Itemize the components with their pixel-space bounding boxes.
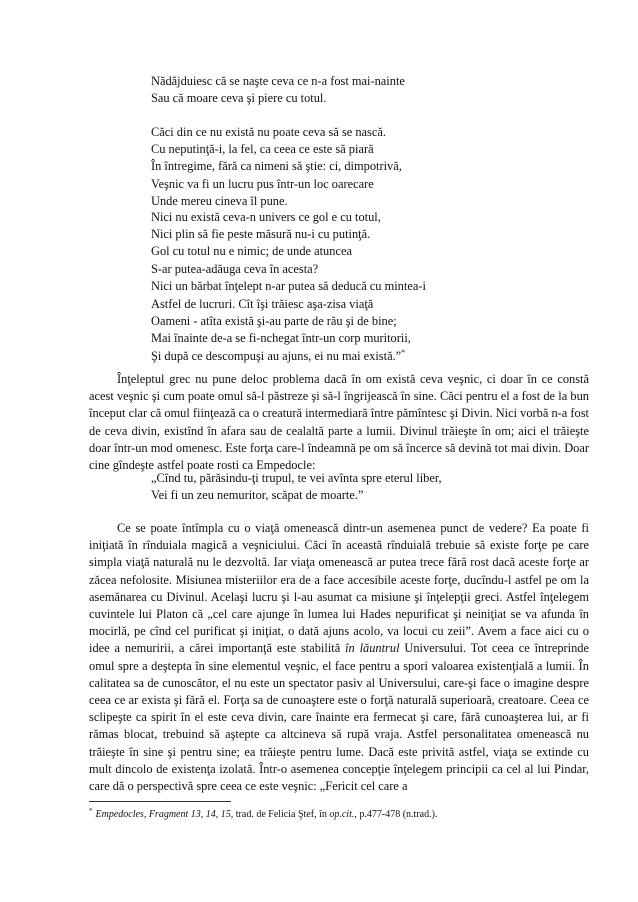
- verse-line: Nici plin să fie peste măsură nu-i cu putinţă.: [151, 227, 371, 242]
- paragraph-text-part: Universului. Tot ceea ce întreprinde omul spre a deştepta în sine elementul veşnic, el face pentru a spori valoarea existenţială a lumii. În calitatea sa de cunoscător, el nu este un spectator pasiv al Universului, care-şi face o imagine despre ceea ce ar exista şi fără el. Forţa sa de cunoaştere este o forţă naturală superioară, creatoare. Ceea ce sclipeşte ca spirit în el este ceva divin, care înainte era fermecat şi care, fără cunoaşterea lui, ar fi rămas blocat, trebuind să aştepte ca altcineva să rupă vraja. Astfel personalitatea omenească nu trăieşte în sine şi pentru sine; ea trăieşte pentru lume. Dacă este privită astfel, viaţa se extinde cu mult dincolo de existenţa izolată. Într-o asemenea concepţie înţelegem principii ca cel al lui Pindar, care dă o perspectivă spre ceea ce este veşnic: „Fericit cel care a: [89, 641, 589, 794]
- paragraph-text: [89, 520, 589, 795]
- footnote-text: , trad. de Felicia Ştef, în: [230, 809, 330, 820]
- paragraph-text: Înţeleptul grec nu pune deloc problema dacă în om există ceva veşnic, ci doar în ce constă acest veşnic şi cum poate omul să-l păstreze şi să-l îngrijească în sine. Căci pentru el a fost de la bun început clar că omul fiinţează ca o creatură intermediară între pămîntesc şi Divin. Nici vorbă n-a fost de ceva divin, existînd în afara sau de cealaltă parte a lumii. Divinul trăieşte în om; aici el trăieşte doar într-un mod omenesc. Este forţa care-l îndeamnă pe om să încerce să devină tot mai divin. Doar cine gîndeşte astfel poate rosti ca Empedocle:: [89, 372, 589, 473]
- paragraph-1: [89, 371, 589, 474]
- footnote-text: , p.477-478 (n.trad.).: [354, 809, 438, 820]
- verse-line-text: Şi după ce descompuşi au ajuns, ei nu mai există.”: [151, 348, 402, 363]
- verse-line: Căci din ce nu există nu poate ceva să se nască.: [151, 125, 386, 139]
- verse-line: Vei fi un zeu nemuritor, scăpat de moarte.”: [151, 488, 364, 503]
- verse-line: Nici un bărbat înţelept n-ar putea să deducă cu mintea-i: [151, 278, 426, 293]
- footnote-marker: *: [401, 347, 406, 357]
- verse-line: [151, 348, 591, 365]
- footnote-divider: [89, 801, 231, 802]
- verse-line: Astfel de lucruri. Cît îşi trăiesc aşa-zisa viaţă: [151, 297, 374, 311]
- footnote-source: Empedocles, Fragment 13, 14, 15: [95, 809, 231, 820]
- verse-line: Sau că moare ceva şi piere cu totul.: [151, 91, 327, 106]
- verse-line: În întregime, fără ca nimeni să ştie: ci, dimpotrivă,: [151, 159, 402, 174]
- verse-line: Nădăjduiesc că se naşte ceva ce n-a fost mai-nainte: [151, 74, 405, 88]
- empedocles-quote: [151, 470, 591, 504]
- verse-stanza-4: [151, 296, 591, 365]
- emphasis-text: în lăuntrul: [345, 641, 400, 656]
- paragraph-text-part: Ce se poate întîmpla cu o viaţă omenească dintr-un asemenea punct de vedere? Ea poate fi iniţiată în rînduiala magică a veşniciului. Căci în această rînduială trebuie să existe forţe pe care simpla viaţă naturală nu le dezvoltă. Iar viaţa omenească ar putea trece fără rost dacă aceste forţe ar zăcea nefolosite. Misiunea misteriilor era de a face accesibile aceste forţe, ducîndu-l astfel pe om la asemănarea cu Divinul. Acelaşi lucru şi l-au asumat ca misiune şi înţelepţii greci. Astfel înţelegem cuvintele lui Platon că „cel care ajunge în lumea lui Hades nepurificat şi neiniţiat se va afunda în mocirlă, pe cînd cel purificat şi iniţiat, o dată ajuns acolo, va locui cu zeii”. Avem a face aici cu o idee a nemuririi, a cărei importanţă este stabilită: [89, 521, 589, 656]
- verse-stanza-2: [151, 124, 591, 210]
- footnote: [89, 808, 589, 821]
- verse-line: Unde mereu cineva îl pune.: [151, 193, 288, 208]
- footnote-opcit: op.cit.: [329, 809, 355, 820]
- verse-line: Mai înainte de-a se fi-nchegat într-un corp muritorii,: [151, 331, 411, 346]
- verse-stanza-3: [151, 209, 591, 295]
- verse-stanza-1: [151, 73, 591, 107]
- verse-line: Veşnic va fi un lucru pus într-un loc oarecare: [151, 176, 374, 191]
- paragraph-2: [89, 520, 589, 795]
- verse-line: „Cînd tu, părăsindu-ţi trupul, te vei avînta spre eterul liber,: [151, 471, 442, 485]
- verse-line: Nici nu există ceva-n univers ce gol e cu totul,: [151, 210, 381, 224]
- verse-line: Gol cu totul nu e nimic; de unde atuncea: [151, 244, 352, 259]
- verse-line: Oameni - atîta există şi-au parte de rău şi de bine;: [151, 314, 397, 329]
- verse-line: Cu neputinţă-i, la fel, ca ceea ce este să piară: [151, 142, 374, 157]
- footnote-marker: *: [89, 806, 93, 815]
- verse-line: S-ar putea-adăuga ceva în acesta?: [151, 261, 319, 276]
